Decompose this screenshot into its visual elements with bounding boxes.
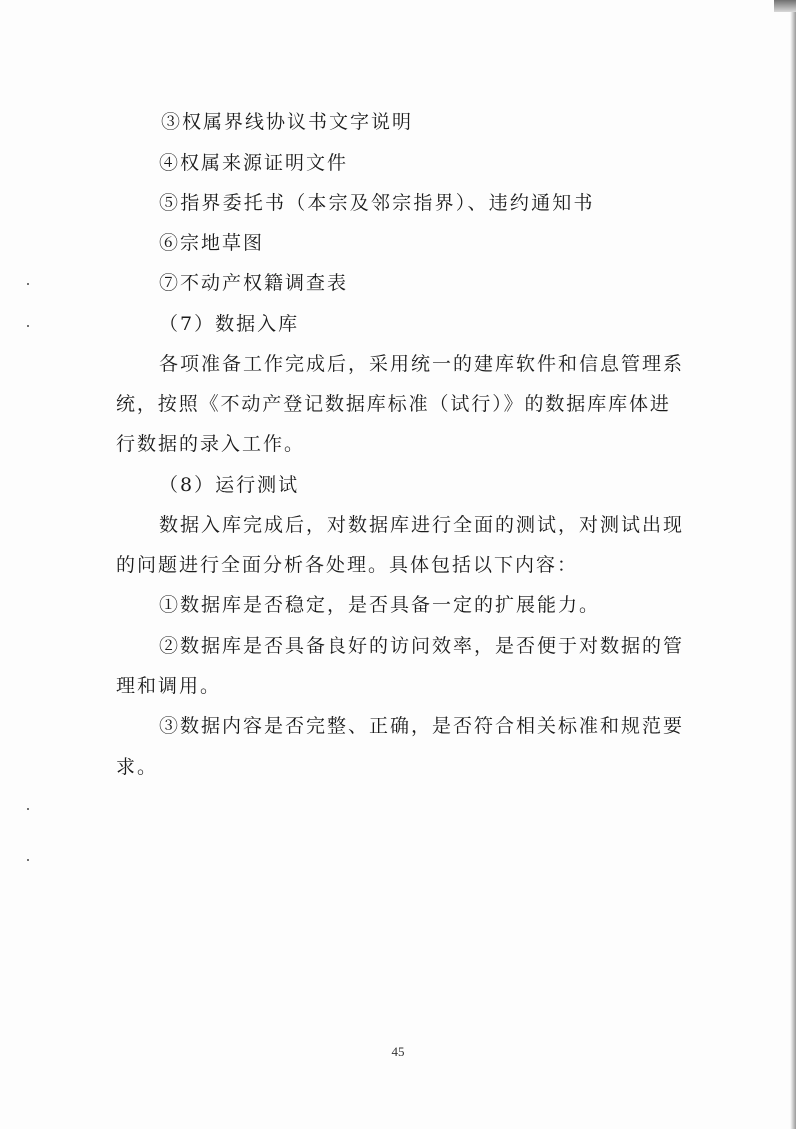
list-item: ⑥宗地草图 [159, 232, 265, 254]
page-number: 45 [391, 1044, 405, 1059]
list-item-continuation: 理和调用。 [116, 675, 222, 697]
list-item: ③数据内容是否完整、正确，是否符合相关标准和规范要 [159, 715, 685, 737]
scan-speck [27, 859, 29, 861]
paragraph-line: 统，按照《不动产登记数据库标准（试行）》的数据库库体进 [116, 393, 671, 415]
scan-edge [790, 0, 796, 1129]
section-heading: （8）运行测试 [159, 474, 300, 496]
paragraph-line: 数据入库完成后，对数据库进行全面的测试，对测试出现 [159, 514, 685, 536]
list-item: ③权属界线协议书文字说明 [161, 111, 414, 133]
list-item: ⑦不动产权籍调查表 [159, 272, 349, 294]
scan-speck [27, 808, 29, 810]
scan-corner [774, 0, 796, 12]
list-item: ④权属来源证明文件 [159, 152, 349, 174]
section-heading: （7）数据入库 [159, 313, 300, 335]
paragraph-line: 的问题进行全面分析各处理。具体包括以下内容： [116, 554, 579, 576]
scan-speck [27, 283, 29, 285]
list-item: ①数据库是否稳定，是否具备一定的扩展能力。 [159, 594, 601, 616]
paragraph-line: 各项准备工作完成后，采用统一的建库软件和信息管理系 [159, 353, 685, 375]
list-item-continuation: 求。 [116, 756, 159, 778]
scan-speck [27, 325, 29, 327]
list-item: ②数据库是否具备良好的访问效率，是否便于对数据的管 [159, 635, 685, 657]
paragraph-line: 行数据的录入工作。 [116, 433, 306, 455]
list-item: ⑤指界委托书（本宗及邻宗指界）、违约通知书 [159, 192, 595, 214]
